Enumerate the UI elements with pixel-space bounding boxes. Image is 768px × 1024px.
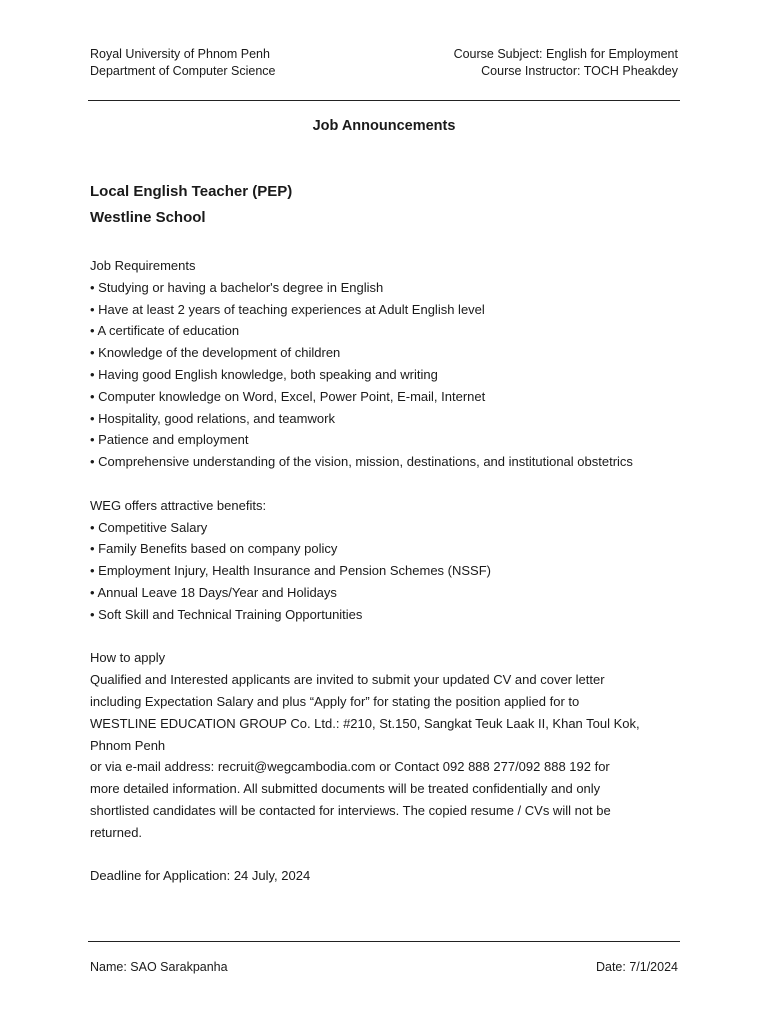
course-subject: Course Subject: English for Employment — [453, 47, 678, 61]
list-item: • Soft Skill and Technical Training Opportunities — [90, 604, 690, 626]
footer-divider — [88, 941, 680, 942]
page-footer — [90, 960, 678, 974]
list-item: • Annual Leave 18 Days/Year and Holidays — [90, 582, 690, 604]
spacer — [90, 844, 690, 866]
list-item: • Family Benefits based on company policy — [90, 538, 690, 560]
apply-heading: How to apply — [90, 650, 166, 666]
requirements-list — [90, 277, 690, 473]
apply-line: including Expectation Salary and plus “Apply for” for stating the position applied for to — [90, 693, 580, 709]
list-item: • Patience and employment — [90, 429, 690, 451]
university-name: Royal University of Phnom Penh — [90, 47, 270, 61]
list-item: • A certificate of education — [90, 320, 690, 342]
job-employer: Westline School — [90, 209, 206, 226]
job-position: Local English Teacher (PEP) — [90, 183, 293, 200]
spacer — [90, 473, 690, 495]
requirements-heading: Job Requirements — [90, 258, 196, 273]
apply-paragraph — [90, 669, 690, 843]
benefits-list — [90, 517, 690, 626]
document-body — [90, 255, 690, 887]
list-item: • Knowledge of the development of children — [90, 342, 690, 364]
application-deadline: Deadline for Application: 24 July, 2024 — [90, 868, 311, 884]
header-right — [454, 46, 678, 80]
header-left — [90, 46, 276, 80]
benefits-heading: WEG offers attractive benefits: — [90, 497, 267, 513]
list-item: • Studying or having a bachelor's degree in English — [90, 277, 690, 299]
department-name: Department of Computer Science — [90, 64, 276, 78]
header-divider — [88, 100, 680, 101]
list-item: • Competitive Salary — [90, 517, 690, 539]
apply-line: shortlisted candidates will be contacted for interviews. The copied resume / CVs will not be — [90, 802, 611, 818]
list-item: • Have at least 2 years of teaching experiences at Adult English level — [90, 299, 690, 321]
apply-line: Qualified and Interested applicants are invited to submit your updated CV and cover letter — [90, 672, 605, 688]
apply-line: WESTLINE EDUCATION GROUP Co. Ltd.: #210, St.150, Sangkat Teuk Laak II, Khan Toul Kok, — [90, 715, 640, 731]
apply-line: or via e-mail address: recruit@wegcambodia.com or Contact 092 888 277/092 888 192 for — [90, 759, 610, 775]
spacer — [90, 626, 690, 648]
student-name: Name: SAO Sarakpanha — [90, 960, 228, 974]
page-header — [90, 46, 678, 80]
apply-line: returned. — [90, 824, 143, 840]
apply-line: more detailed information. All submitted documents will be treated confidentially and only — [90, 781, 601, 797]
course-instructor: Course Instructor: TOCH Pheakdey — [481, 64, 678, 78]
submission-date: Date: 7/1/2024 — [595, 960, 678, 974]
list-item: • Employment Injury, Health Insurance and Pension Schemes (NSSF) — [90, 560, 690, 582]
apply-line: Phnom Penh — [90, 737, 166, 753]
document-title: Job Announcements — [312, 118, 456, 134]
job-heading — [90, 179, 292, 231]
list-item: • Computer knowledge on Word, Excel, Power Point, E-mail, Internet — [90, 386, 690, 408]
list-item: • Comprehensive understanding of the vision, mission, destinations, and institutional obstetrics — [90, 451, 690, 473]
list-item: • Hospitality, good relations, and teamwork — [90, 408, 690, 430]
list-item: • Having good English knowledge, both speaking and writing — [90, 364, 690, 386]
